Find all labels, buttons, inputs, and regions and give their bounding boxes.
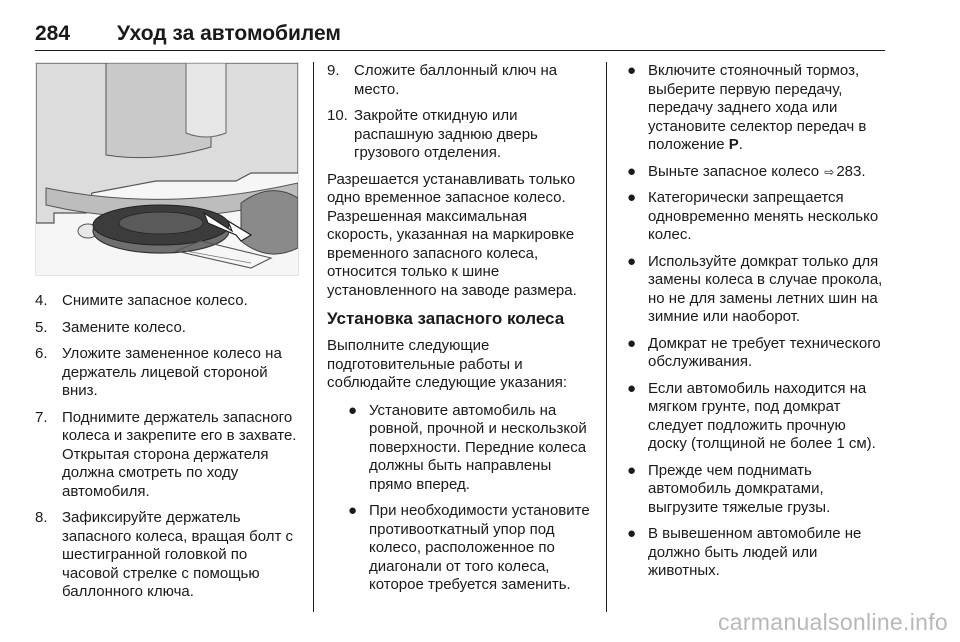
step-number: 4. <box>35 292 48 309</box>
precautions-list-more <box>622 189 887 581</box>
bullet-text: Домкрат не требует технического обслуживания. <box>648 334 881 370</box>
list-item <box>327 107 592 163</box>
section-heading: Установка запасного колеса <box>327 309 565 328</box>
bullet-text: Если автомобиль находится на мягком грунте, под домкрат следует подложить прочную доску (толщиной не более 1 см). <box>648 379 876 452</box>
removal-steps-list <box>35 292 300 602</box>
spare-wheel-drawing <box>36 63 298 275</box>
bullet-text: Прежде чем поднимать автомобиль домкратами, выгрузите тяжелые грузы. <box>648 461 831 516</box>
closing-steps-list <box>327 62 592 163</box>
bullet-icon: ● <box>627 252 637 270</box>
bullet-icon: ● <box>627 334 637 352</box>
step-text: Замените колесо. <box>62 318 186 336</box>
bullet-text: Категорически запрещается одновременно менять несколько колес. <box>648 189 879 243</box>
watermark: carmanualsonline.info <box>717 609 948 635</box>
column-divider-2 <box>606 62 607 612</box>
bullet-icon: ● <box>627 461 637 479</box>
list-item <box>622 462 887 518</box>
preparation-list <box>327 402 592 595</box>
bullet-text: Используйте домкрат только для замены колеса в случае прокола, но не для замены летних шин на зимние или наоборот. <box>648 252 883 325</box>
temporary-spare-note: Разрешается устанавливать только одно временное запасное колесо. Разрешенная максимальная скорость, указанная на маркировке временного запасного колеса, относится только к шине установленного на заводе размера. <box>327 170 577 299</box>
list-item <box>35 345 300 401</box>
page-reference-link[interactable]: 283 <box>836 162 862 180</box>
bullet-text: При необходимости установите противооткатный упор под колесо, расположенное по диагонали от того колеса, которое требуется заменить. <box>369 502 590 593</box>
column-1 <box>35 62 300 610</box>
step-text: Снимите запасное колесо. <box>62 292 248 309</box>
section-intro: Выполните следующие подготовительные работы и соблюдайте следующие указания: <box>327 337 568 391</box>
list-item <box>622 253 887 327</box>
column-2 <box>327 62 592 603</box>
step-number: 9. <box>327 62 340 79</box>
step-number: 5. <box>35 318 48 336</box>
list-item <box>35 509 300 602</box>
page-number: 284 <box>35 22 71 45</box>
bullet-icon: ● <box>627 62 637 79</box>
spare-wheel-illustration <box>35 62 299 276</box>
page-header <box>35 18 885 48</box>
list-item <box>327 62 592 99</box>
step-text: Зафиксируйте держатель запасного колеса, вращая болт с шестигранной головкой по часовой стрелке с помощью баллонного ключа. <box>62 509 293 600</box>
step-number: 6. <box>35 345 48 362</box>
step-text: Уложите замененное колесо на держатель лицевой стороной вниз. <box>62 345 282 399</box>
bullet-text: Установите автомобиль на ровной, прочной и нескользкой поверхности. Передние колеса должны быть направлены прямо вперед. <box>369 401 587 493</box>
list-item <box>622 335 887 372</box>
step-number: 8. <box>35 509 48 526</box>
bullet-icon: ● <box>348 502 358 519</box>
page-reference-arrow-icon: ⇨ <box>824 164 835 179</box>
bullet-icon: ● <box>627 189 637 206</box>
page-title: Уход за автомобилем <box>117 22 341 45</box>
step-number: 10. <box>327 107 348 124</box>
precautions-list <box>622 62 887 181</box>
list-item <box>35 319 300 338</box>
bullet-icon: ● <box>627 379 637 397</box>
list-item <box>622 189 887 245</box>
step-number: 7. <box>35 408 48 426</box>
gear-position-p: P <box>728 136 739 153</box>
list-item <box>35 292 300 311</box>
list-item <box>35 409 300 502</box>
step-text: Поднимите держатель запасного колеса и закрепите его в захвате. Открытая сторона держателя должна смотреть по ходу автомобиля. <box>62 408 297 500</box>
step-text: Закройте откидную или распашную заднюю дверь грузового отделения. <box>354 107 538 161</box>
step-text: Сложите баллонный ключ на место. <box>354 62 558 98</box>
bullet-icon: ● <box>627 525 637 542</box>
bullet-icon: ● <box>627 162 637 180</box>
list-item <box>622 525 887 581</box>
column-3 <box>622 62 887 589</box>
bullet-icon: ● <box>348 401 358 419</box>
column-divider-1 <box>313 62 314 612</box>
list-item <box>343 502 592 595</box>
bullet-text: В вывешенном автомобиле не должно быть людей или животных. <box>648 525 862 579</box>
list-item: ● Выньте запасное колесо ⇨ 283. <box>627 162 866 180</box>
header-rule <box>35 50 885 51</box>
list-item: ● Включите стояночный тормоз, выберите первую передачу, передачу заднего хода или установите селектор передач в положение P. <box>627 62 867 153</box>
list-item <box>622 380 887 454</box>
list-item <box>343 402 592 495</box>
